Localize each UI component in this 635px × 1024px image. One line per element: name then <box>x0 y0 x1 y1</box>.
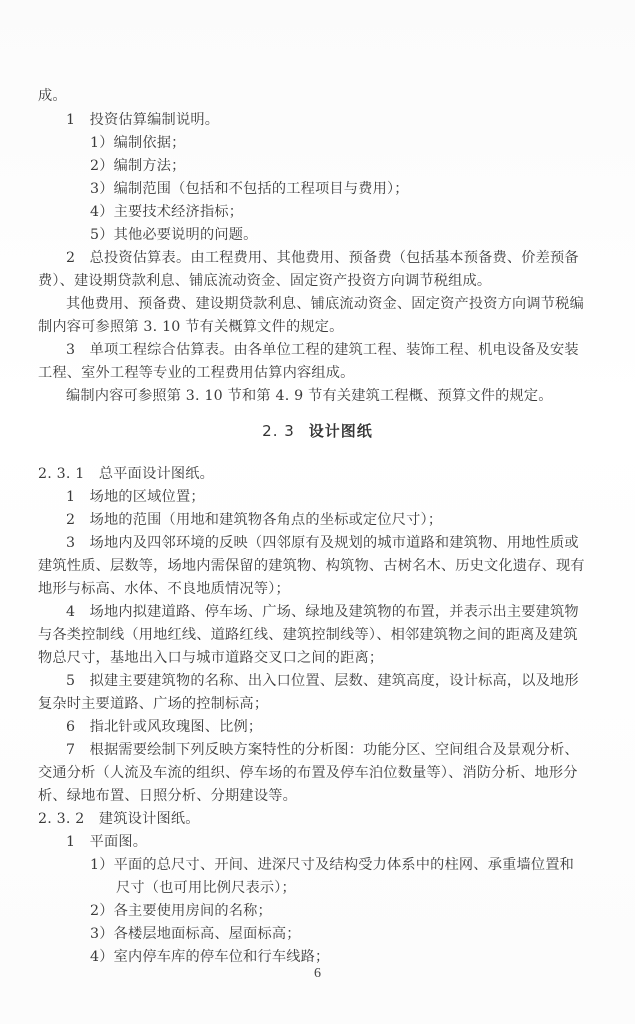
text-line: 1 场地的区域位置； <box>66 489 205 505</box>
text-line: 2）各主要使用房间的名称； <box>90 903 272 919</box>
text-line: 编制内容可参照第 3. 10 节和第 4. 9 节有关建筑工程概、预算文件的规定。 <box>66 388 553 404</box>
text-line: 1）编制依据； <box>90 135 186 151</box>
clause-heading: 2. 3. 2 建筑设计图纸。 <box>38 811 200 827</box>
text-line: 成。 <box>38 88 67 104</box>
section-heading <box>0 420 635 441</box>
text-line: 析、绿地布置、日照分析、分期建设等。 <box>38 788 297 804</box>
text-line: 复杂时主要道路、广场的控制标高； <box>38 696 269 712</box>
text-line: 建筑性质、层数等，场地内需保留的建筑物、构筑物、古树名木、历史文化遗存、现有 <box>38 558 585 574</box>
section-number: 2. 3 <box>262 422 295 440</box>
text-line: 尺寸（也可用比例尺表示）； <box>116 880 296 896</box>
text-line: 3）各楼层地面标高、屋面标高； <box>90 926 301 942</box>
text-line: 物总尺寸，基地出入口与城市道路交叉口之间的距离； <box>38 650 384 666</box>
text-line: 4）室内停车库的停车位和行车线路； <box>90 949 330 965</box>
text-line: 3 场地内及四邻环境的反映（四邻原有及规划的城市道路和建筑物、用地性质或 <box>66 535 579 551</box>
text-line: 5）其他必要说明的问题。 <box>90 227 258 243</box>
text-line: 交通分析（人流及车流的组织、停车场的布置及停车泊位数量等）、消防分析、地形分 <box>38 765 578 781</box>
text-line: 其他费用、预备费、建设期贷款利息、铺底流动资金、固定资产投资方向调节税编 <box>66 296 584 312</box>
section-title: 设计图纸 <box>308 422 373 440</box>
text-line: 制内容可参照第 3. 10 节有关概算文件的规定。 <box>38 319 344 335</box>
text-line: 1 投资估算编制说明。 <box>66 112 220 128</box>
text-line: 5 拟建主要建筑物的名称、出入口位置、层数、建筑高度，设计标高，以及地形 <box>66 673 579 689</box>
clause-heading: 2. 3. 1 总平面设计图纸。 <box>38 466 215 482</box>
text-line: 地形与标高、水体、不良地质情况等）； <box>38 581 290 597</box>
text-line: 与各类控制线（用地红线、道路红线、建筑控制线等）、相邻建筑物之间的距离及建筑 <box>38 627 578 643</box>
text-line: 7 根据需要绘制下列反映方案特性的分析图：功能分区、空间组合及景观分析、 <box>66 742 579 758</box>
text-line: 4 场地内拟建道路、停车场、广场、绿地及建筑物的布置，并表示出主要建筑物 <box>66 604 579 620</box>
page-number: 6 <box>314 966 321 981</box>
text-line: 4）主要技术经济指标； <box>90 204 244 220</box>
text-line: 1）平面的总尺寸、开间、进深尺寸及结构受力体系中的柱网、承重墙位置和 <box>90 857 575 873</box>
text-line: 3）编制范围（包括和不包括的工程项目与费用）； <box>90 181 409 197</box>
text-line: 工程、室外工程等专业的工程费用估算内容组成。 <box>38 365 355 381</box>
text-line: 2 场地的范围（用地和建筑物各角点的坐标或定位尺寸）； <box>66 512 443 528</box>
text-line: 6 指北针或风玫瑰图、比例； <box>66 719 263 735</box>
text-line: 2）编制方法； <box>90 158 186 174</box>
text-line: 费）、建设期贷款利息、铺底流动资金、固定资产投资方向调节税组成。 <box>38 273 492 289</box>
text-line: 1 平面图。 <box>66 834 148 850</box>
text-line: 3 单项工程综合估算表。由各单位工程的建筑工程、装饰工程、机电设备及安装 <box>66 342 579 358</box>
text-line: 2 总投资估算表。由工程费用、其他费用、预备费（包括基本预备费、价差预备 <box>66 250 579 266</box>
